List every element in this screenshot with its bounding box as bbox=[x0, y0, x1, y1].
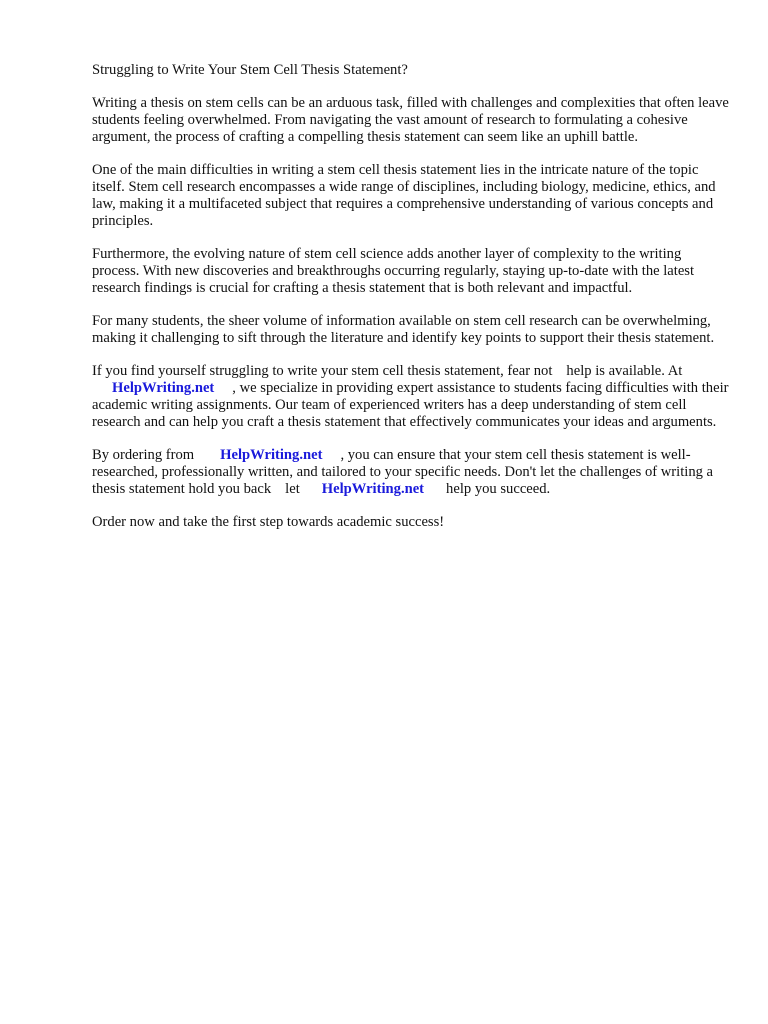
help-offer-text-end: , we specialize in providing expert assistance to students facing difficulties with their academic writing assignments. Our team of experienced writers has a deep understanding of stem cell research and can help you craft a thesis statement that effectively communicates your ideas and arguments. bbox=[92, 380, 729, 430]
paragraph-help-offer bbox=[92, 363, 732, 431]
ordering-text-start: By ordering from bbox=[92, 447, 195, 463]
document-title: Struggling to Write Your Stem Cell Thesis Statement? bbox=[92, 62, 408, 78]
ordering-text-mid: , you can ensure that your stem cell thesis statement is well-researched, professionally written, and tailored to your specific needs. Don't let the challenges of writing a thesis statement hold you back bbox=[92, 447, 714, 497]
document-page bbox=[92, 62, 732, 547]
help-offer-text-mid: help is available. At bbox=[566, 363, 683, 379]
ordering-text-end: help you succeed. bbox=[446, 481, 551, 497]
paragraph-call-to-action: Order now and take the first step towards academic success! bbox=[92, 514, 445, 530]
helpwriting-link-2[interactable]: HelpWriting.net bbox=[220, 447, 323, 463]
paragraph-ordering bbox=[92, 447, 732, 498]
help-offer-text-start: If you find yourself struggling to write your stem cell thesis statement, fear not bbox=[92, 363, 553, 379]
helpwriting-link-3[interactable]: HelpWriting.net bbox=[321, 481, 425, 497]
paragraph-information-volume: For many students, the sheer volume of information available on stem cell research can be overwhelming, making it challenging to sift through the literature and identify key points to support their thesis statement. bbox=[92, 313, 715, 346]
paragraph-intro: Writing a thesis on stem cells can be an arduous task, filled with challenges and complexities that often leave students feeling overwhelmed. From navigating the vast amount of research to formulating a cohesive argument, the process of crafting a compelling thesis statement can seem like an uphill battle. bbox=[92, 95, 729, 145]
paragraph-difficulties: One of the main difficulties in writing a stem cell thesis statement lies in the intricate nature of the topic itself. Stem cell research encompasses a wide range of disciplines, including biology, medicine, ethics, and law, making it a multifaceted subject that requires a comprehensive understanding of various concepts and principles. bbox=[92, 162, 716, 229]
ordering-text-let: let bbox=[285, 481, 300, 497]
paragraph-evolving-science: Furthermore, the evolving nature of stem cell science adds another layer of complexity to the writing process. With new discoveries and breakthroughs occurring regularly, staying up-to-date with the latest research findings is crucial for crafting a thesis statement that is both relevant and impactful. bbox=[92, 246, 695, 296]
helpwriting-link-1[interactable]: HelpWriting.net bbox=[112, 380, 215, 396]
